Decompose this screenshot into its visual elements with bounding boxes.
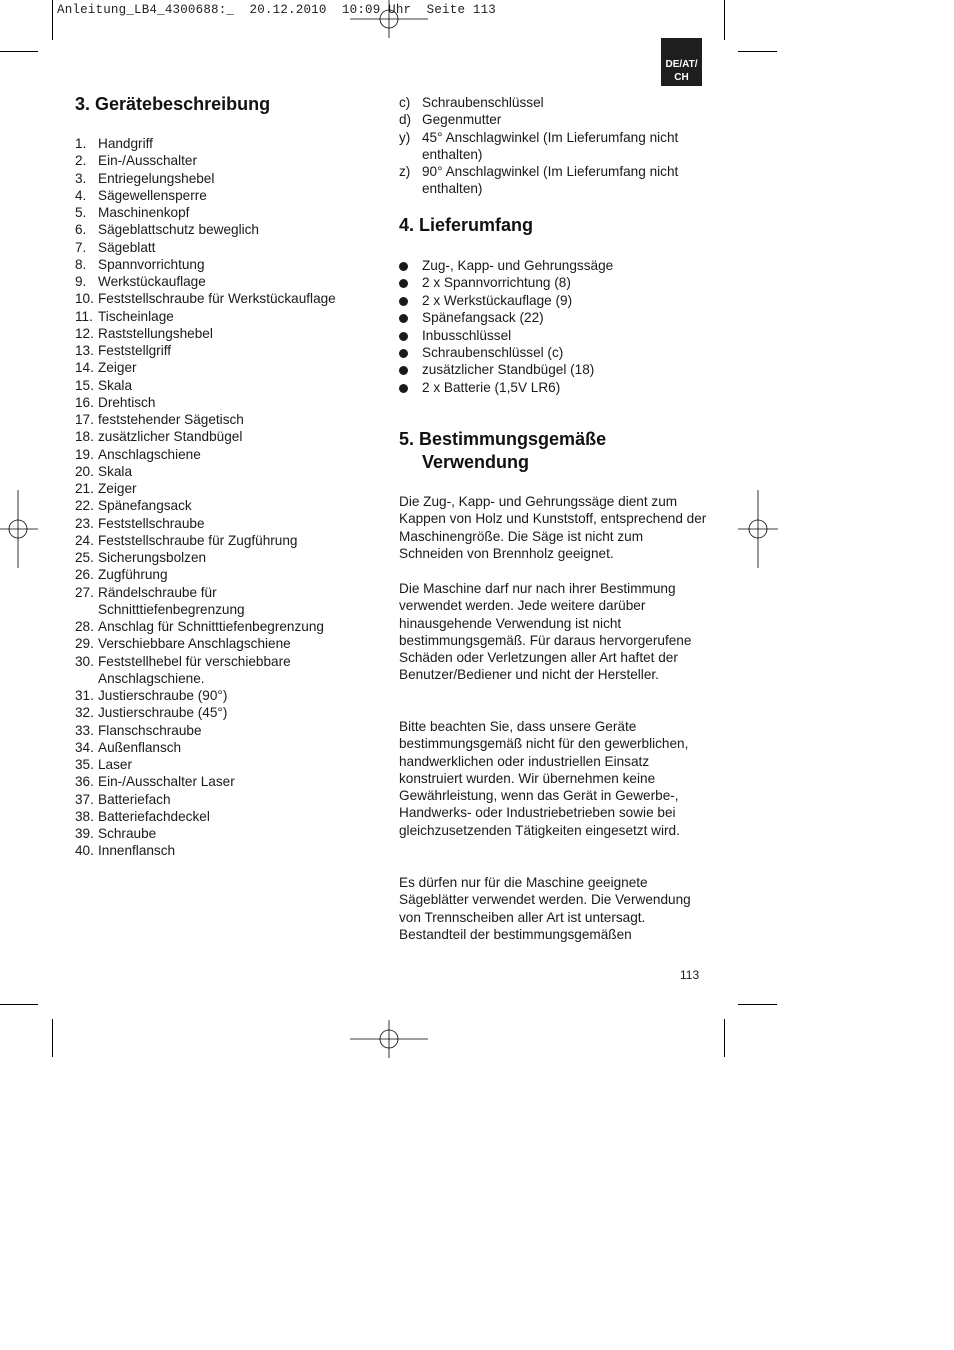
list-item-number: 7. [75,239,87,255]
list-item-text: Schraubenschlüssel [422,95,544,110]
list-item-text: Justierschraube (45°) [98,705,228,721]
list-item-letter: c) [399,95,411,110]
list-item [399,344,709,361]
list-item-number: 2. [75,153,87,169]
list-item-number: 23. [75,515,94,531]
section4-heading [399,214,533,237]
list-item [75,308,365,325]
list-item-text: Entriegelungshebel [98,170,215,186]
list-item [75,532,365,549]
list-item [75,515,365,532]
list-item-number: 19. [75,446,94,462]
list-item [75,273,365,290]
bullet-icon [399,262,408,271]
list-item-number: 12. [75,325,94,341]
list-item-text: Außenflansch [98,739,182,755]
list-item [75,170,365,187]
list-item-number: 22. [75,498,94,514]
list-item-text: 90° Anschlagwinkel (Im Lieferumfang nicht enthalten) [422,164,679,197]
list-item [75,825,365,842]
list-item-text: Feststellgriff [98,343,172,358]
list-item [399,379,709,396]
registration-mark-top [350,0,428,40]
crop-mark-bottom-left-v [52,1019,53,1057]
list-item-text: Anschlagschiene [98,446,201,462]
list-item-text: Tischeinlage [98,308,174,324]
list-item-number: 27. [75,584,94,600]
paragraph-liability: Die Maschine darf nur nach ihrer Bestimmung verwendet werden. Jede weitere darüber hinausgehende Verwendung ist nicht bestimmungsgemäß. Für daraus hervorgerufene Schäden oder Verletzungen aller Art haftet der Benutzer/Bediener und nicht der Hersteller. [399,581,692,683]
list-item [75,135,365,152]
list-item-text: 45° Anschlagwinkel (Im Lieferumfang nicht enthalten) [422,129,679,162]
list-item-text: Batteriefach [98,791,171,807]
section5-heading-line2: Verwendung [422,452,530,472]
list-item-number: 1. [75,136,87,151]
list-item-number: 5. [75,205,87,220]
list-item-text: Spänefangsack [98,498,192,514]
language-badge-line1: DE/AT/ [665,59,698,70]
section5-heading [399,428,606,474]
list-item [75,342,365,359]
list-item-text: Spannvorrichtung [98,256,205,272]
list-item-number: 38. [75,808,94,824]
language-badge [661,38,702,86]
registration-mark-bottom [350,1020,428,1060]
list-item [399,309,709,326]
list-item [399,361,709,378]
list-item-text: Feststellschraube für Werkstückauflage [98,291,336,307]
list-item-number: 11. [75,308,93,324]
section3-heading-text: Gerätebeschreibung [95,94,271,114]
list-item-text: zusätzlicher Standbügel (18) [422,362,595,378]
list-item-number: 35. [75,757,94,772]
list-item-letter: z) [399,164,411,179]
list-item-number: 3. [75,170,87,186]
bullet-icon [399,297,408,306]
section3-heading-number: 3. [75,94,91,114]
list-item-text: Sägeblatt [98,239,156,255]
list-item-text: Handgriff [98,136,153,151]
list-item-number: 18. [75,429,94,445]
list-item [75,428,365,445]
list-item [75,687,365,704]
list-item-number: 15. [75,377,94,393]
list-item-number: 13. [75,343,94,358]
list-item-text: Ein-/Ausschalter Laser [98,774,235,790]
crop-mark-bottom-right-v [724,1019,725,1057]
list-item-text: Gegenmutter [422,112,502,128]
list-item-number: 21. [75,481,94,496]
list-item-text: Feststellhebel für verschiebbare Anschlagschiene. [98,653,291,686]
list-item [75,446,365,463]
list-item-text: Zug-, Kapp- und Gehrungssäge [422,258,614,273]
crop-mark-top-right-v [724,0,725,40]
list-item-number: 14. [75,360,94,376]
section4-heading-number: 4. [399,215,415,235]
list-item-text: Skala [98,377,133,393]
list-item [75,394,365,411]
list-item [399,257,709,274]
list-item-text: 2 x Batterie (1,5V LR6) [422,379,561,395]
list-item-number: 4. [75,187,87,203]
list-item-number: 20. [75,463,94,479]
list-item-number: 25. [75,550,94,565]
language-badge-line2: CH [674,72,689,83]
list-item-text: Sicherungsbolzen [98,550,207,565]
list-item-number: 17. [75,412,94,427]
bullet-icon [399,314,408,323]
list-item [75,566,365,583]
list-item-number: 28. [75,619,94,634]
list-item-text: Spänefangsack (22) [422,310,544,326]
list-item [75,204,365,221]
list-item [75,377,365,394]
crop-mark-bottom-right-h [738,1004,777,1005]
list-item-text: Skala [98,463,133,479]
print-header: Anleitung_LB4_4300688:_ 20.12.2010 10:09 Uhr Seite 113 [57,3,496,17]
list-item-text: Laser [98,757,133,772]
list-item [75,221,365,238]
list-item-number: 37. [75,791,94,807]
crop-mark-bottom-left-h [0,1004,38,1005]
list-item [75,463,365,480]
parts-list-continued [399,94,709,198]
list-item [75,756,365,773]
list-item [75,549,365,566]
list-item [75,842,365,859]
list-item-number: 34. [75,739,94,755]
list-item-number: 6. [75,222,87,238]
bullet-icon [399,349,408,358]
list-item [75,411,365,428]
list-item [75,791,365,808]
list-item [399,292,709,309]
list-item-text: Verschiebbare Anschlagschiene [98,636,291,652]
list-item-number: 33. [75,722,94,738]
section5-heading-line1: Bestimmungsgemäße [419,429,607,449]
paragraph-intended-use: Die Zug-, Kapp- und Gehrungssäge dient zum Kappen von Holz und Kunststoff, entsprechend der Maschinengröße. Die Säge ist nicht zum Schneiden von Brennholz geeignet. [399,494,707,561]
list-item [399,129,709,164]
list-item [75,187,365,204]
crop-mark-top-left-v [52,0,53,40]
bullet-icon [399,279,408,288]
list-item-text: zusätzlicher Standbügel [98,429,243,445]
list-item-number: 16. [75,394,94,410]
paragraph-saw-blades: Es dürfen nur für die Maschine geeignete Sägeblätter verwendet werden. Die Verwendung von Trennscheiben aller Art ist untersagt. Bestandteil der bestimmungsgemäßen [399,875,691,942]
section4-heading-text: Lieferumfang [419,215,534,235]
list-item-number: 9. [75,274,87,289]
list-item-text: Zugführung [98,567,168,583]
list-item-number: 24. [75,532,94,548]
page-number: 113 [680,968,700,982]
list-item-text: Zeiger [98,360,137,376]
list-item-number: 29. [75,636,94,652]
list-item [75,773,365,790]
list-item [75,635,365,652]
crop-mark-top-left-h [0,51,38,52]
list-item-number: 30. [75,653,94,669]
list-item-number: 8. [75,256,87,272]
parts-list [75,135,365,860]
list-item-number: 32. [75,705,94,721]
list-item-text: Raststellungshebel [98,325,213,341]
list-item [399,163,709,198]
list-item-text: Feststellschraube [98,515,205,531]
list-item [75,239,365,256]
list-item-number: 31. [75,688,94,703]
bullet-icon [399,332,408,341]
list-item-number: 10. [75,291,94,307]
list-item-text: Sägewellensperre [98,187,207,203]
list-item-text: Feststellschraube für Zugführung [98,532,298,548]
list-item-text: Innenflansch [98,843,176,859]
list-item [399,111,709,128]
list-item [75,739,365,756]
list-item [399,94,709,111]
list-item-text: Drehtisch [98,394,156,410]
list-item-text: 2 x Werkstückauflage (9) [422,292,573,308]
registration-mark-left [0,490,40,568]
list-item-text: Inbusschlüssel [422,327,512,343]
list-item [75,497,365,514]
list-item [75,618,365,635]
list-item-text: Anschlag für Schnitttiefenbegrenzung [98,619,324,634]
list-item [75,290,365,307]
list-item-number: 26. [75,567,94,583]
list-item-text: 2 x Spannvorrichtung (8) [422,275,571,291]
list-item [75,480,365,497]
list-item [75,584,365,619]
list-item [75,359,365,376]
bullet-icon [399,366,408,375]
list-item-number: 39. [75,826,94,841]
list-item-text: Batteriefachdeckel [98,808,210,824]
list-item [75,653,365,688]
list-item [75,704,365,721]
list-item-number: 36. [75,774,94,790]
list-item-text: Ein-/Ausschalter [98,153,197,169]
list-item [75,722,365,739]
list-item-text: Sägeblattschutz beweglich [98,222,259,238]
list-item-text: Rändelschraube für Schnitttiefenbegrenzung [98,584,245,617]
crop-mark-top-right-h [738,51,777,52]
list-item [399,274,709,291]
list-item-text: Schraubenschlüssel (c) [422,345,564,361]
section5-heading-number: 5. [399,429,415,449]
list-item [399,327,709,344]
registration-mark-right [738,490,778,568]
paragraph-commercial-use: Bitte beachten Sie, dass unsere Geräte bestimmungsgemäß nicht für den gewerblichen, handwerklichen oder industriellen Einsatz konstruiert wurden. Wir übernehmen keine Gewährleistung, wenn das Gerät in Gewerbe-, Handwerks- oder Industriebetrieben sowie bei gleichzusetzenden Tätigkeiten eingesetzt wird. [399,719,689,838]
list-item [75,808,365,825]
list-item-text: Werkstückauflage [98,274,206,289]
list-item [75,152,365,169]
list-item-number: 40. [75,843,94,859]
list-item-text: Flanschschraube [98,722,202,738]
bullet-icon [399,384,408,393]
list-item-text: Schraube [98,826,157,841]
list-item-text: Zeiger [98,481,137,496]
list-item-text: Justierschraube (90°) [98,688,228,703]
delivery-list [399,257,709,396]
list-item-text: feststehender Sägetisch [98,412,244,427]
list-item-letter: y) [399,129,411,145]
list-item-letter: d) [399,112,412,128]
list-item-text: Maschinenkopf [98,205,190,220]
list-item [75,325,365,342]
list-item [75,256,365,273]
section3-heading [75,93,270,116]
